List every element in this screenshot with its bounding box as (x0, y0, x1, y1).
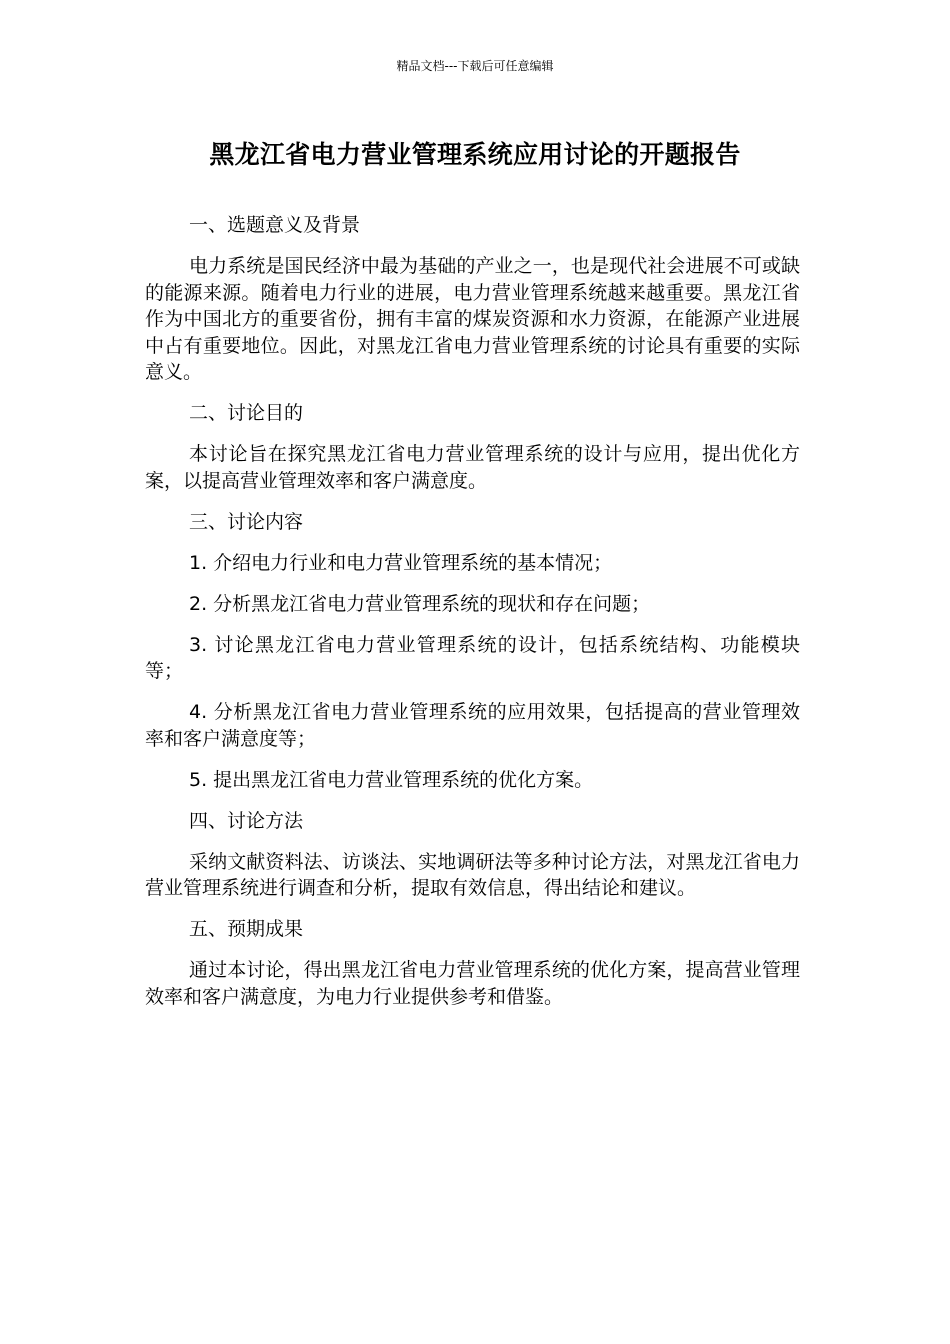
section-heading-purpose: 二、讨论目的 (189, 402, 304, 424)
list-item-content-5: 5. 提出黑龙江省电力营业管理系统的优化方案。 (189, 768, 594, 791)
list-item-content-3: 3. 讨论黑龙江省电力营业管理系统的设计，包括系统结构、功能模块等； (145, 633, 800, 682)
list-item-content-2: 2. 分析黑龙江省电力营业管理系统的现状和存在问题； (189, 592, 651, 615)
paragraph-method: 采纳文献资料法、访谈法、实地调研法等多种讨论方法，对黑龙江省电力营业管理系统进行调查和分析，提取有效信息，得出结论和建议。 (145, 850, 800, 899)
document-title: 黑龙江省电力营业管理系统应用讨论的开题报告 (209, 140, 741, 169)
document-body (145, 212, 800, 1025)
section-heading-method: 四、讨论方法 (189, 809, 304, 832)
section-heading-results: 五、预期成果 (189, 918, 304, 940)
section-heading-background: 一、选题意义及背景 (189, 214, 361, 236)
paragraph-purpose: 本讨论旨在探究黑龙江省电力营业管理系统的设计与应用，提出优化方案，以提高营业管理效率和客户满意度。 (145, 443, 800, 492)
paragraph-results: 通过本讨论，得出黑龙江省电力营业管理系统的优化方案，提高营业管理效率和客户满意度，为电力行业提供参考和借鉴。 (145, 959, 800, 1008)
list-item-content-4: 4. 分析黑龙江省电力营业管理系统的应用效果，包括提高的营业管理效率和客户满意度等； (145, 701, 800, 750)
page-header-note: 精品文档---下载后可任意编辑 (396, 59, 554, 73)
list-item-content-1: 1. 介绍电力行业和电力营业管理系统的基本情况； (189, 551, 613, 574)
paragraph-background: 电力系统是国民经济中最为基础的产业之一，也是现代社会进展不可或缺的能源来源。随着电力行业的进展，电力营业管理系统越来越重要。黑龙江省作为中国北方的重要省份，拥有丰富的煤炭资源和水力资源，在能源产业进展中占有重要地位。因此，对黑龙江省电力营业管理系统的讨论具有重要的实际意义。 (145, 255, 800, 383)
section-heading-content: 三、讨论内容 (189, 510, 304, 533)
